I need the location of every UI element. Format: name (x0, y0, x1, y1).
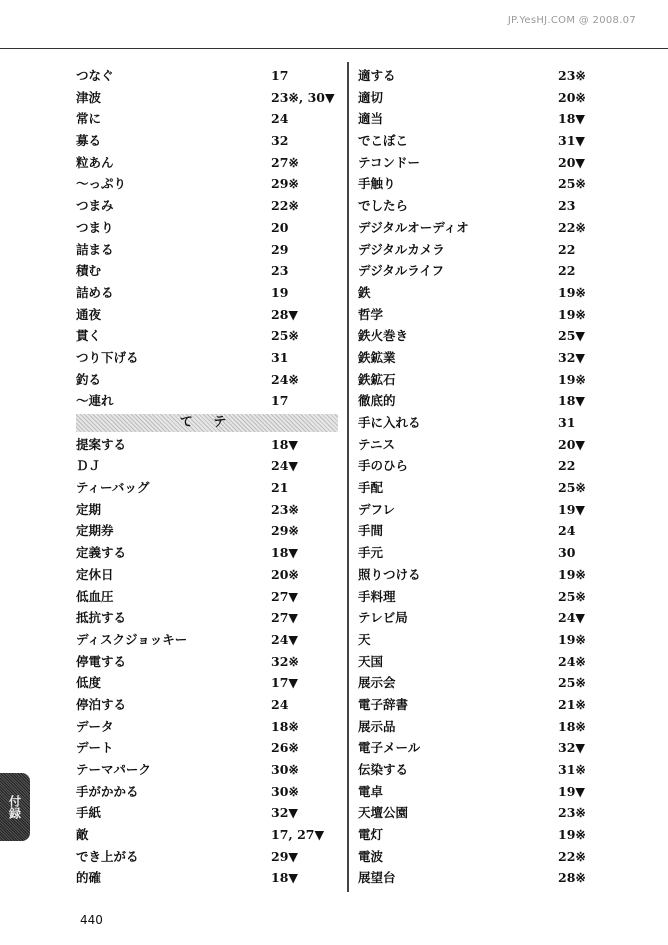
entry-term: デジタルカメラ (358, 241, 445, 257)
entry-term: 低血圧 (76, 588, 114, 604)
entry-page-ref: 17 (271, 68, 289, 83)
entry-page-ref: 23 (271, 263, 289, 279)
index-entry (76, 694, 338, 716)
entry-term: テレビ局 (358, 610, 408, 626)
entry-page-ref: 25※ (558, 176, 586, 192)
entry-term: 手のひら (358, 458, 409, 474)
entry-term: つまみ (76, 198, 114, 214)
index-entry (76, 173, 338, 195)
entry-term: 照りつける (358, 566, 421, 582)
entry-page-ref: 27※ (271, 154, 299, 170)
entry-term: 手料理 (358, 588, 396, 604)
entry-term: ＤＪ (76, 458, 102, 474)
entry-term: 停電する (76, 653, 127, 669)
entry-term: 展示会 (358, 675, 396, 691)
entry-page-ref: 24▼ (271, 458, 299, 474)
index-entry (76, 260, 338, 282)
entry-term: 手配 (358, 480, 384, 496)
entry-term: 展示品 (358, 718, 396, 734)
index-entry (358, 325, 608, 347)
index-entry (76, 239, 338, 261)
entry-page-ref: 30※ (271, 783, 299, 799)
index-entry (358, 477, 608, 499)
index-entry (76, 130, 338, 152)
index-entry (76, 542, 338, 564)
entry-page-ref: 23 (558, 198, 576, 214)
entry-term: 適切 (358, 89, 384, 105)
entry-page-ref: 29▼ (271, 848, 299, 864)
entry-page-ref: 18▼ (558, 393, 586, 409)
entry-page-ref: 18※ (558, 718, 586, 734)
entry-page-ref: 20▼ (558, 154, 586, 170)
entry-page-ref: 32 (271, 133, 289, 149)
header-rule (0, 48, 668, 49)
entry-term: デフレ (358, 501, 396, 517)
index-entry (358, 434, 608, 456)
index-entry (76, 802, 338, 824)
index-entry (76, 152, 338, 174)
entry-page-ref: 18※ (271, 718, 299, 734)
entry-page-ref: 20※ (558, 89, 586, 105)
entry-page-ref: 21 (271, 480, 289, 496)
entry-page-ref: 32※ (271, 653, 299, 669)
index-entry (358, 759, 608, 781)
entry-page-ref: 22※ (558, 219, 586, 235)
entry-page-ref: 24※ (558, 653, 586, 669)
index-entry (358, 239, 608, 261)
entry-page-ref: 22 (558, 458, 576, 474)
index-entry (358, 520, 608, 542)
index-entry (76, 369, 338, 391)
entry-term: 鉄鉱石 (358, 371, 396, 387)
entry-page-ref: 19▼ (558, 783, 586, 799)
entry-page-ref: 19※ (558, 566, 586, 582)
entry-term: 粒あん (76, 154, 114, 170)
entry-page-ref: 25※ (558, 480, 586, 496)
index-entry (76, 716, 338, 738)
entry-page-ref: 25※ (558, 675, 586, 691)
entry-term: 鉄 (358, 284, 371, 300)
entry-term: ティーバッグ (76, 480, 150, 496)
index-entry (358, 369, 608, 391)
entry-term: 手元 (358, 545, 384, 561)
entry-term: テコンドー (358, 154, 421, 170)
entry-term: ディスクジョッキー (76, 631, 188, 647)
entry-term: 手がかかる (76, 783, 139, 799)
entry-term: 哲学 (358, 306, 384, 322)
entry-term: 伝染する (358, 762, 409, 777)
entry-term: 提案する (76, 436, 127, 452)
entry-page-ref: 21※ (558, 696, 586, 712)
entry-term: 徹底的 (358, 393, 396, 409)
entry-page-ref: 23※ (271, 501, 299, 517)
entries-right (358, 65, 608, 889)
index-entry (358, 65, 608, 87)
entry-page-ref: 27▼ (271, 610, 299, 626)
index-entry (358, 607, 608, 629)
entry-term: 電灯 (358, 827, 384, 843)
index-entry (358, 824, 608, 846)
entry-term: 的確 (76, 870, 102, 886)
entry-page-ref: 24▼ (558, 610, 586, 626)
index-entry (358, 282, 608, 304)
entry-page-ref: 25※ (271, 328, 299, 344)
entry-page-ref: 30※ (271, 762, 299, 777)
entry-term: 展望台 (358, 870, 396, 886)
index-entry (358, 629, 608, 651)
entry-term: 釣る (76, 371, 102, 387)
entry-term: つなぐ (76, 68, 114, 83)
entry-page-ref: 29※ (271, 523, 299, 539)
entry-page-ref: 20※ (271, 566, 299, 582)
entry-page-ref: 25※ (558, 588, 586, 604)
page-number: 440 (80, 913, 103, 927)
index-entry (76, 108, 338, 130)
entry-term: デジタルオーディオ (358, 219, 469, 235)
entry-page-ref: 19※ (558, 371, 586, 387)
entry-term: つり下げる (76, 349, 139, 365)
index-entry (358, 672, 608, 694)
entry-page-ref: 17 (271, 393, 289, 409)
entry-term: 適当 (358, 111, 384, 127)
index-entry (358, 412, 608, 434)
index-entry (76, 195, 338, 217)
index-entry (76, 759, 338, 781)
entry-term: 手紙 (76, 805, 102, 821)
index-entry (76, 672, 338, 694)
entry-term: 手触り (358, 176, 396, 192)
entry-term: 詰める (76, 284, 114, 300)
entry-term: 天 (358, 631, 371, 647)
index-entry (358, 499, 608, 521)
entry-term: デート (76, 740, 114, 756)
entry-page-ref: 25▼ (558, 328, 586, 344)
entry-page-ref: 32▼ (558, 740, 586, 756)
entry-page-ref: 28▼ (271, 306, 299, 322)
entry-page-ref: 22 (558, 263, 576, 279)
index-entry (76, 455, 338, 477)
index-entry (358, 87, 608, 109)
index-entry (358, 651, 608, 673)
entry-page-ref: 19 (271, 284, 289, 300)
entry-page-ref: 29 (271, 241, 289, 257)
entry-page-ref: 23※ (558, 68, 586, 83)
entry-page-ref: 24 (558, 523, 576, 539)
index-entry (358, 455, 608, 477)
entry-term: 電波 (358, 848, 384, 864)
entry-page-ref: 20 (271, 219, 289, 235)
index-entry (76, 390, 338, 412)
entry-page-ref: 19※ (558, 306, 586, 322)
index-entry (76, 824, 338, 846)
entry-term: 貫く (76, 328, 102, 344)
index-entry (358, 542, 608, 564)
entry-term: 天国 (358, 653, 384, 669)
entry-page-ref: 22※ (271, 198, 299, 214)
entry-page-ref: 19※ (558, 631, 586, 647)
entry-page-ref: 32▼ (271, 805, 299, 821)
entry-page-ref: 23※, 30▼ (271, 89, 335, 105)
entry-term: 鉄鉱業 (358, 349, 396, 365)
index-entry (358, 173, 608, 195)
index-entry (76, 65, 338, 87)
index-entry (358, 802, 608, 824)
index-entry (358, 586, 608, 608)
entry-term: つまり (76, 219, 114, 235)
entry-term: 手に入れる (358, 415, 421, 430)
entry-term: デジタルライフ (358, 263, 445, 279)
index-entry (76, 607, 338, 629)
entry-term: 定期 (76, 501, 102, 517)
entry-page-ref: 19※ (558, 284, 586, 300)
index-entry (76, 304, 338, 326)
watermark: JP.YesHJ.COM @ 2008.07 (507, 15, 636, 26)
entry-term: 詰まる (76, 241, 114, 257)
index-entry (76, 520, 338, 542)
index-entry (76, 867, 338, 889)
entry-term: 適する (358, 68, 396, 83)
entry-page-ref: 18▼ (271, 436, 299, 452)
index-entry (358, 694, 608, 716)
entry-page-ref: 24※ (271, 371, 299, 387)
index-column-right (358, 65, 608, 889)
entry-page-ref: 18▼ (558, 111, 586, 127)
index-entry (76, 499, 338, 521)
index-entry (76, 737, 338, 759)
index-entry (358, 304, 608, 326)
entry-term: 電子メール (358, 740, 421, 756)
entry-term: 定期券 (76, 523, 114, 539)
entry-term: 天壇公園 (358, 805, 409, 821)
entry-page-ref: 19▼ (558, 501, 586, 517)
entry-term: でき上がる (76, 848, 139, 864)
index-entry (358, 260, 608, 282)
entries-section-te (76, 434, 338, 889)
entry-page-ref: 32▼ (558, 349, 586, 365)
index-entry (76, 282, 338, 304)
index-entry (76, 325, 338, 347)
entry-term: 通夜 (76, 306, 102, 322)
index-entry (76, 217, 338, 239)
entry-term: 停泊する (76, 696, 127, 712)
index-entry (358, 390, 608, 412)
entry-page-ref: 20▼ (558, 436, 586, 452)
entry-page-ref: 24 (271, 111, 289, 127)
entry-term: でしたら (358, 198, 409, 214)
entry-term: 低度 (76, 675, 102, 691)
entry-page-ref: 22 (558, 241, 576, 257)
entry-page-ref: 24▼ (271, 631, 299, 647)
entry-page-ref: 31▼ (558, 133, 586, 149)
column-divider (347, 62, 349, 892)
index-entry (76, 434, 338, 456)
entry-page-ref: 19※ (558, 827, 586, 843)
entry-term: 定休日 (76, 566, 114, 582)
entry-term: ～連れ (76, 393, 114, 409)
entry-term: 常に (76, 111, 102, 127)
entry-term: 敵 (76, 827, 89, 843)
entry-page-ref: 31 (271, 349, 289, 365)
index-entry (76, 846, 338, 868)
index-entry (76, 586, 338, 608)
index-entry (358, 347, 608, 369)
entry-term: データ (76, 718, 114, 734)
index-entry (76, 347, 338, 369)
entry-page-ref: 28※ (558, 870, 586, 886)
entry-page-ref: 17▼ (271, 675, 299, 691)
index-entry (358, 217, 608, 239)
index-entry (358, 716, 608, 738)
entry-page-ref: 26※ (271, 740, 299, 756)
entry-page-ref: 27▼ (271, 588, 299, 604)
index-entry (76, 629, 338, 651)
entry-term: でこぼこ (358, 133, 409, 149)
section-heading-te: て テ (76, 414, 338, 432)
index-entry (358, 737, 608, 759)
entry-term: 鉄火巻き (358, 328, 409, 344)
index-entry (76, 781, 338, 803)
index-entry (358, 564, 608, 586)
entry-page-ref: 18▼ (271, 870, 299, 886)
entry-page-ref: 30 (558, 545, 576, 561)
entry-term: 積む (76, 263, 102, 279)
entry-term: 電卓 (358, 783, 384, 799)
entry-page-ref: 23※ (558, 805, 586, 821)
entry-term: 電子辞書 (358, 696, 409, 712)
index-entry (358, 108, 608, 130)
index-entry (76, 651, 338, 673)
index-entry (358, 195, 608, 217)
entry-term: テーマパーク (76, 762, 151, 777)
entry-page-ref: 17, 27▼ (271, 827, 325, 843)
index-entry (358, 152, 608, 174)
index-entry (358, 130, 608, 152)
entry-page-ref: 31 (558, 415, 576, 430)
index-column-left (76, 65, 338, 889)
entry-term: 抵抗する (76, 610, 127, 626)
entry-page-ref: 18▼ (271, 545, 299, 561)
index-entry (76, 564, 338, 586)
index-entry (358, 867, 608, 889)
index-entry (358, 846, 608, 868)
entry-page-ref: 22※ (558, 848, 586, 864)
entry-term: 定義する (76, 545, 127, 561)
entry-term: テニス (358, 436, 396, 452)
entry-term: ～っぷり (76, 176, 127, 192)
entry-term: 津波 (76, 89, 102, 105)
entry-term: 募る (76, 133, 102, 149)
entry-page-ref: 29※ (271, 176, 299, 192)
index-entry (76, 87, 338, 109)
entry-page-ref: 24 (271, 696, 289, 712)
index-entry (358, 781, 608, 803)
index-entry (76, 477, 338, 499)
entry-page-ref: 31※ (558, 762, 586, 777)
appendix-side-tab: 付録 (0, 773, 30, 841)
entries-before-section (76, 65, 338, 412)
entry-term: 手間 (358, 523, 384, 539)
